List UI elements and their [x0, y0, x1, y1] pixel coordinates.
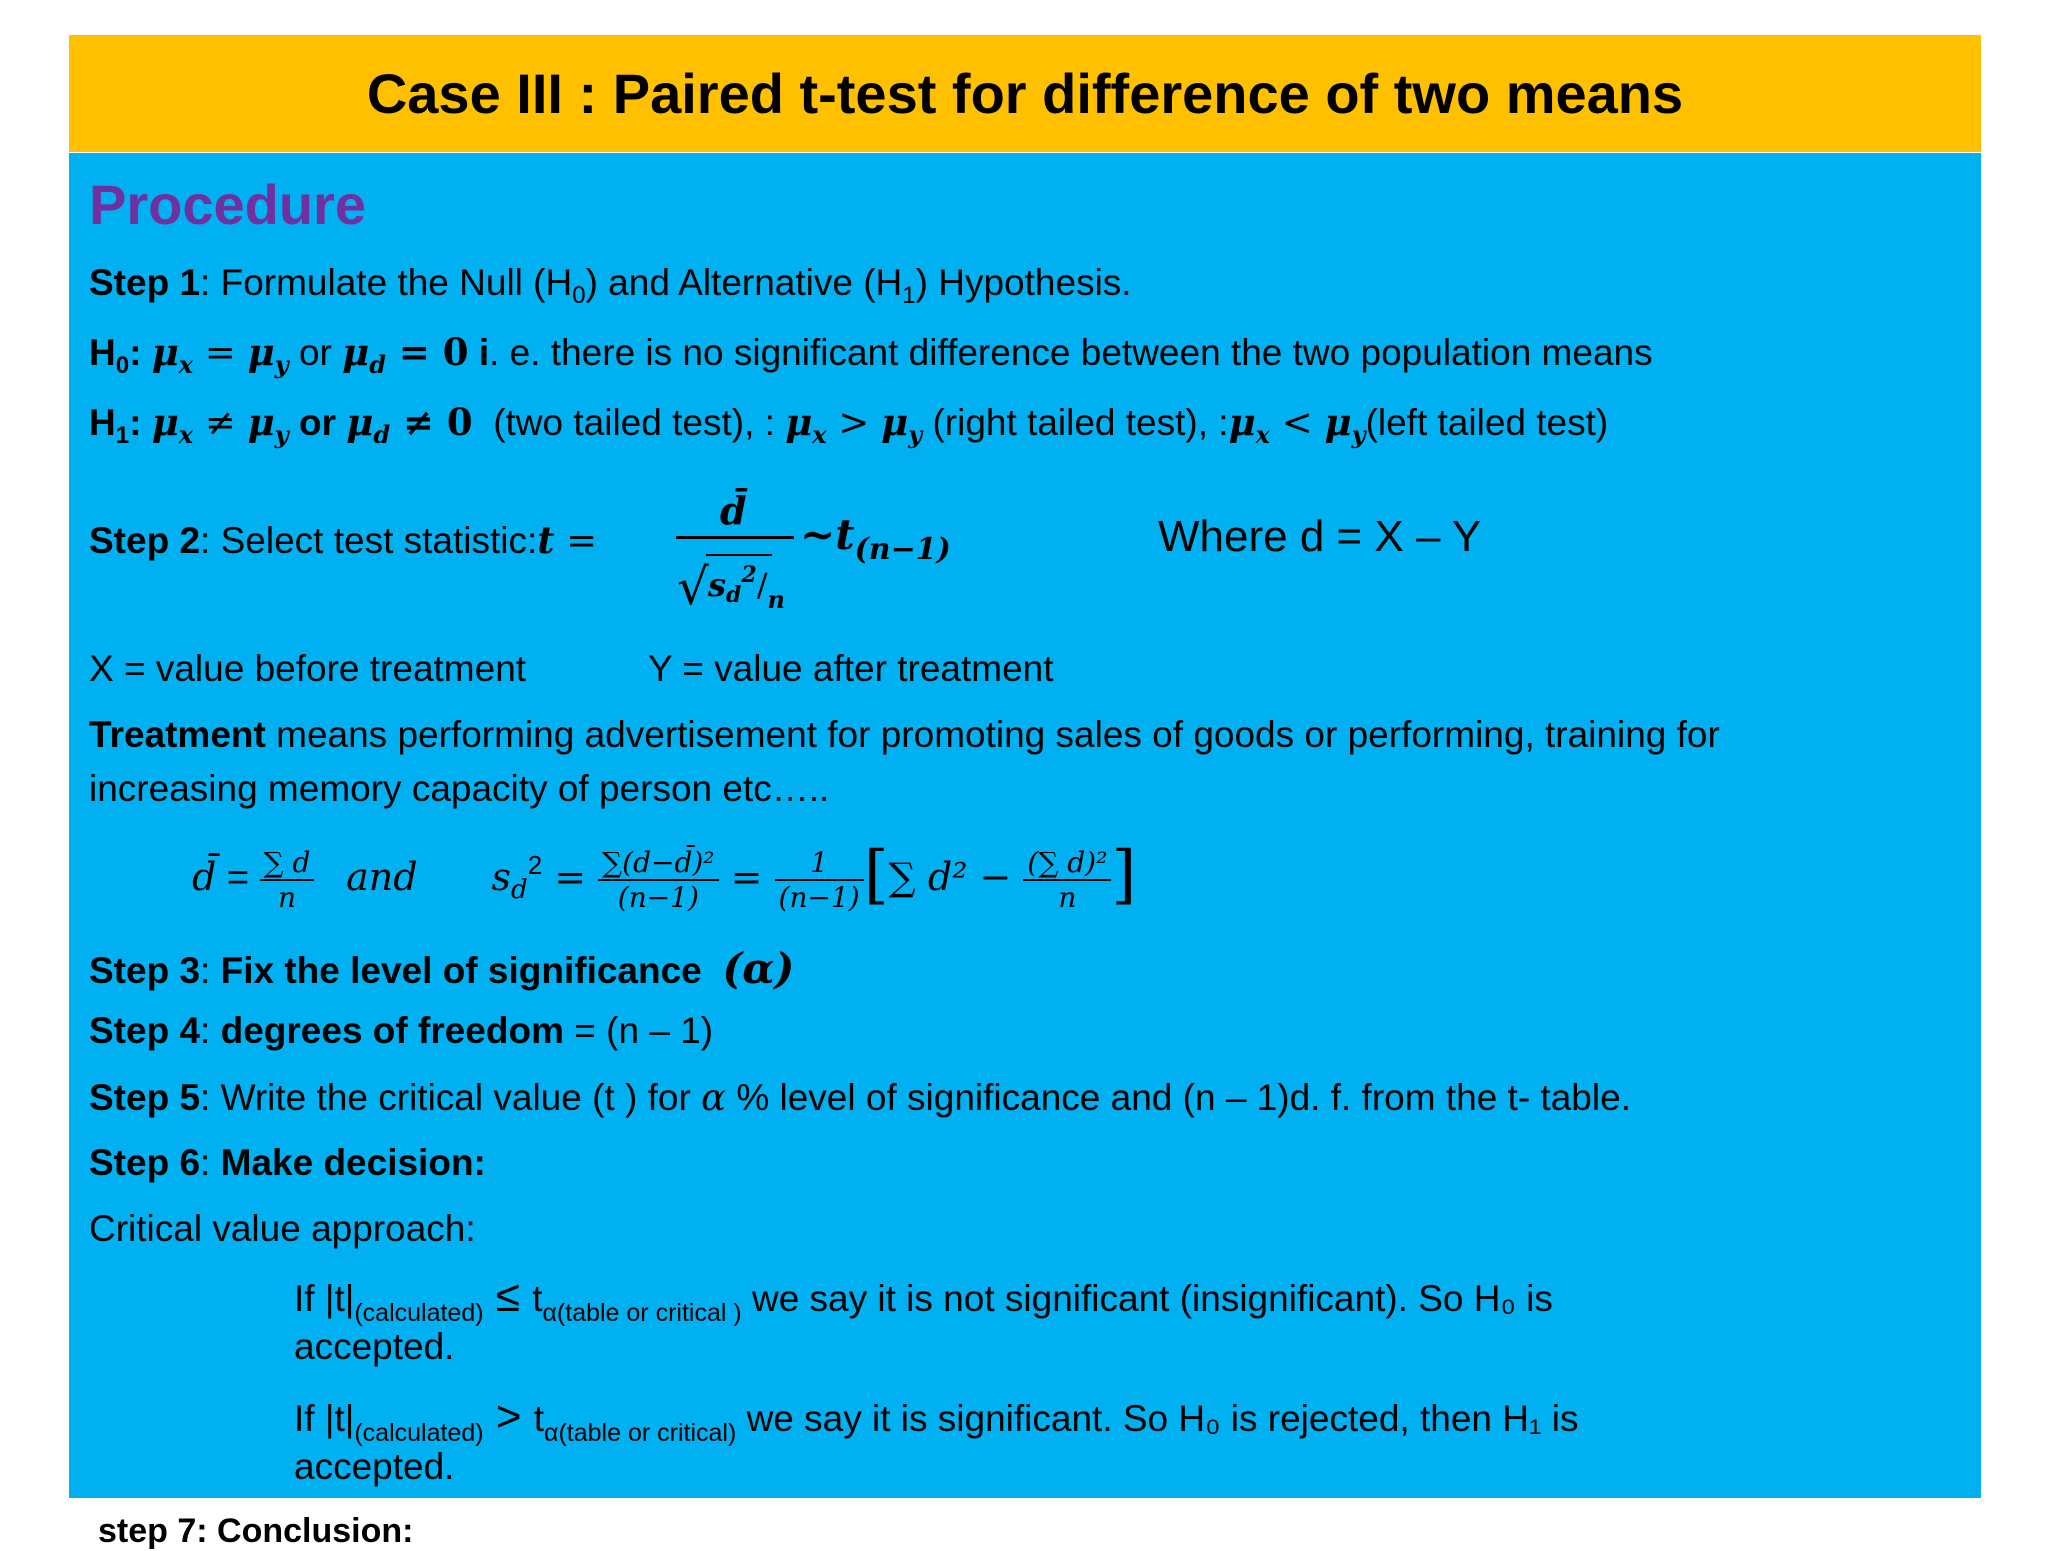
step3-line: Step 3: Fix the level of significance (α): [89, 944, 795, 993]
procedure-heading: Procedure: [89, 173, 366, 236]
step1-label: Step 1: [89, 262, 201, 303]
decision-rule-accept: If $|t|_{(calculated)} \le t_{\alpha(table or critical )}$ we say it is not significant (insignificant). So H₀ is: [294, 1272, 1553, 1327]
step5-line: Step 5: Write the critical value (t ) for α % level of significance and (n – 1)d. f. from the t- table.: [89, 1076, 1631, 1119]
t-distribution: $\sim t_{(n-1)}$: [800, 510, 951, 567]
statistic-fraction-bar: [676, 536, 794, 539]
step4-line: Step 4: degrees of freedom = (n – 1): [89, 1010, 714, 1051]
step2-line: Step 2: Select test statistic:t =: [89, 518, 598, 562]
slide-title: Case III : Paired t-test for difference of two means: [69, 35, 1981, 152]
null-hypothesis-line: $H_0$: $\mu_x = \mu_y$ or $\mu_d = 0$ i. e. there is no significant difference between the two population means: [89, 330, 1653, 379]
treatment-line-1: Treatment means performing advertisement for promoting sales of goods or performing, training for: [89, 714, 1720, 755]
decision-rule-reject-cont: accepted.: [294, 1446, 455, 1487]
critical-value-heading: Critical value approach:: [89, 1208, 476, 1249]
step1-line: Step 1: Formulate the Null $(H_0)$ and Alternative $(H_1)$ Hypothesis.: [89, 262, 1132, 309]
x-definition: X = value before treatment: [89, 648, 527, 689]
decision-rule-reject: If $|t|_{(calculated)} > t_{\alpha(table or critical)}$ we say it is significant. So H₀ is rejected, then H₁ is: [294, 1392, 1579, 1447]
decision-rule-accept-cont: accepted.: [294, 1326, 455, 1367]
where-d-definition: Where d = X – Y: [1158, 512, 1482, 561]
treatment-line-2: increasing memory capacity of person etc…..: [89, 768, 830, 809]
alternative-hypothesis-line: $H_1$: $\mu_x \ne \mu_y$ or $\mu_d \ne 0$ (two tailed test), : $\mu_x > \mu_y$ (right tailed test), $:\mu_x$ < $\mu_y(left$ tailed test): [89, 400, 1609, 449]
mean-and-variance-formula: d̄ = $\frac{\sum d}{n}$ and $s_d^2$ = $\frac{\text{∑(d−d̄)²}}{(n-1)}$ = $\frac{1}{(n-1)}$ [∑ d² − $\frac{\text{(∑ d)²}}{n}$ ]: [192, 838, 1137, 914]
statistic-numerator: d̄: [720, 488, 747, 533]
y-definition: Y = value after treatment: [648, 648, 1054, 689]
step7-conclusion: step 7: Conclusion:: [98, 1512, 414, 1550]
statistic-denominator: $sd^2/_n$: [708, 562, 785, 614]
square-root-overbar: [706, 554, 772, 556]
square-root-icon: √: [677, 558, 709, 616]
step6-line: Step 6: Make decision:: [89, 1142, 486, 1183]
